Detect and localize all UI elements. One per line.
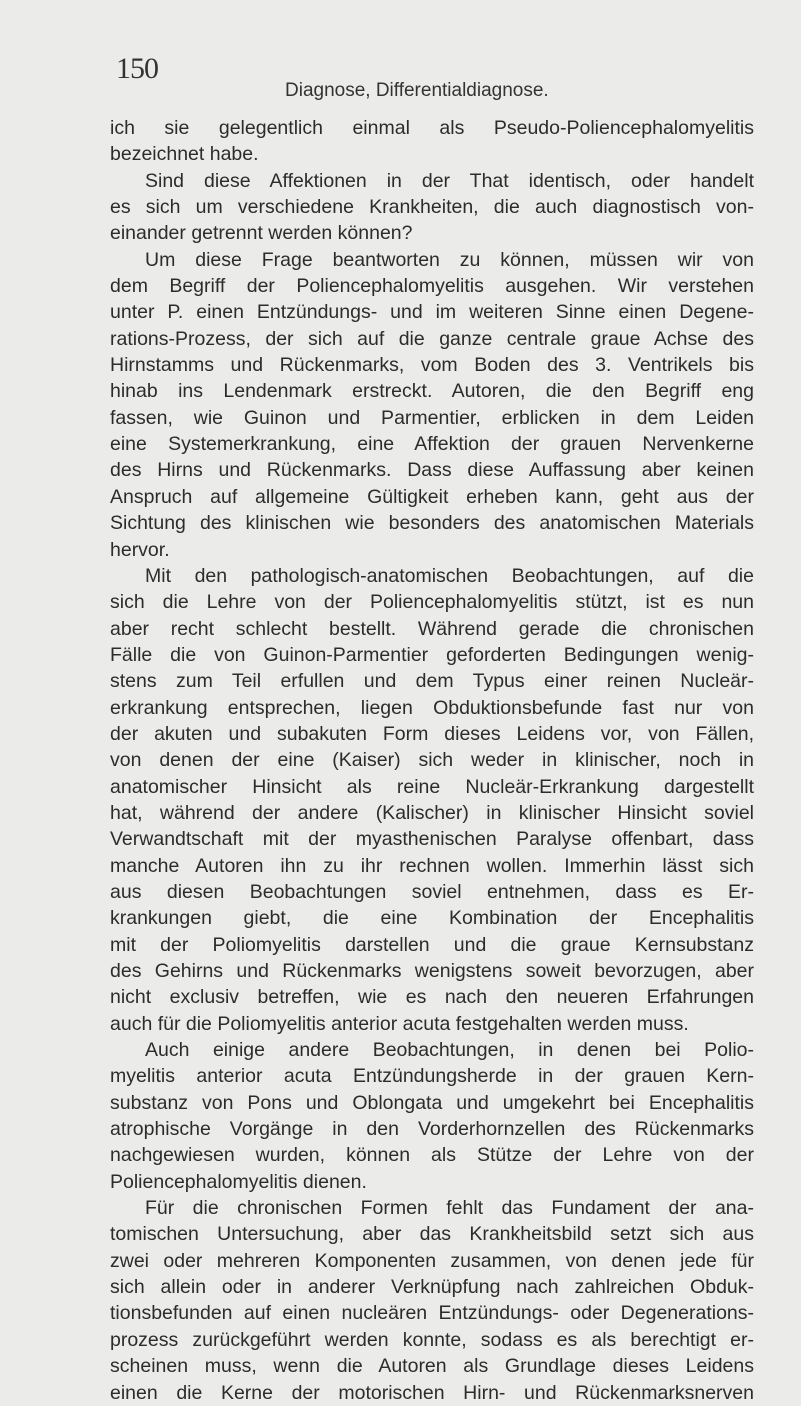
text-line: von denen der eine (Kaiser) sich weder in klinischer, noch in [110,749,754,772]
page-number: 150 [116,52,158,85]
text-line: sich die Lehre von der Poliencephalomyelitis stützt, ist es nun [110,591,754,614]
text-line: bezeichnet habe. [110,143,259,166]
text-line: rations-Prozess, der sich auf die ganze centrale graue Achse des [110,327,754,350]
text-line: Um diese Frage beantworten zu können, müssen wir von [145,248,754,271]
text-line: tionsbefunden auf einen nucleären Entzündungs- oder Degenerations- [110,1302,754,1325]
text-line: sich allein oder in anderer Verknüpfung nach zahlreichen Obduk- [110,1276,754,1299]
text-line: einen die Kerne der motorischen Hirn- und Rückenmarksnerven [110,1381,754,1404]
text-line: scheinen muss, wenn die Autoren als Grundlage dieses Leidens [110,1355,754,1378]
text-line: eine Systemerkrankung, eine Affektion der grauen Nervenkerne [110,433,754,456]
text-line: mit der Poliomyelitis darstellen und die graue Kernsubstanz [110,933,754,956]
text-line: Anspruch auf allgemeine Gültigkeit erheben kann, geht aus der [110,485,754,508]
text-line: Fälle die von Guinon-Parmentier geforderten Bedingungen wenig- [110,643,754,666]
text-line: einander getrennt werden können? [110,222,413,245]
text-line: unter P. einen Entzündungs- und im weiteren Sinne einen Degene- [110,301,754,324]
text-line: aus diesen Beobachtungen soviel entnehmen, dass es Er- [110,880,754,903]
text-line: Hirnstamms und Rückenmarks, vom Boden des 3. Ventrikels bis [110,354,754,377]
text-line: erkrankung entsprechen, liegen Obduktionsbefunde fast nur von [110,696,754,719]
text-line: auch für die Poliomyelitis anterior acuta festgehalten werden muss. [110,1012,689,1035]
text-line: Für die chronischen Formen fehlt das Fundament der ana- [145,1197,754,1220]
text-line: atrophische Vorgänge in den Vorderhornzellen des Rückenmarks [110,1118,754,1141]
text-line: substanz von Pons und Oblongata und umgekehrt bei Encephalitis [110,1091,754,1114]
text-line: es sich um verschiedene Krankheiten, die auch diagnostisch von- [110,196,754,219]
text-line: des Gehirns und Rückenmarks wenigstens soweit bevorzugen, aber [110,960,754,982]
text-line: manche Autoren ihn zu ihr rechnen wollen. Immerhin lässt sich [110,854,754,877]
text-line: der akuten und subakuten Form dieses Leidens vor, von Fällen, [110,722,754,745]
text-line: myelitis anterior acuta Entzündungsherde in der grauen Kern- [110,1065,754,1088]
text-line: zwei oder mehreren Komponenten zusammen, von denen jede für [110,1249,754,1272]
running-head: Diagnose, Differentialdiagnose. [285,80,549,101]
text-line: ich sie gelegentlich einmal als Pseudo-Poliencephalomyelitis [110,117,754,139]
text-line: Verwandtschaft mit der myasthenischen Paralyse offenbart, dass [110,828,754,851]
text-line: stens zum Teil erfullen und dem Typus einer reinen Nucleär- [110,670,754,693]
text-line: Sichtung des klinischen wie besonders des anatomischen Materials [110,512,754,535]
text-line: aber recht schlecht bestellt. Während gerade die chronischen [110,617,754,640]
text-line: hervor. [110,538,170,561]
text-line: dem Begriff der Poliencephalomyelitis ausgehen. Wir verstehen [110,275,754,298]
text-line: tomischen Untersuchung, aber das Krankheitsbild setzt sich aus [110,1223,754,1246]
text-line: hinab ins Lendenmark erstreckt. Autoren, die den Begriff eng [110,380,754,403]
text-line: prozess zurückgeführt werden konnte, sodass es als berechtigt er- [110,1328,754,1351]
text-line: Sind diese Affektionen in der That identisch, oder handelt [145,169,754,192]
text-line: hat, während der andere (Kalischer) in klinischer Hinsicht soviel [110,801,754,824]
text-line: krankungen giebt, die eine Kombination der Encephalitis [110,907,754,930]
text-line: des Hirns und Rückenmarks. Dass diese Auffassung aber keinen [110,459,754,482]
text-line: Mit den pathologisch-anatomischen Beobachtungen, auf die [145,564,754,587]
body-text [110,115,754,1406]
text-line: nicht exclusiv betreffen, wie es nach den neueren Erfahrungen [110,986,754,1009]
text-line: Poliencephalomyelitis dienen. [110,1170,367,1193]
text-line: Auch einige andere Beobachtungen, in denen bei Polio- [145,1039,754,1062]
text-line: nachgewiesen wurden, können als Stütze der Lehre von der [110,1144,754,1167]
text-line: fassen, wie Guinon und Parmentier, erblicken in dem Leiden [110,406,754,429]
text-line: anatomischer Hinsicht als reine Nucleär-Erkrankung dargestellt [110,775,754,798]
